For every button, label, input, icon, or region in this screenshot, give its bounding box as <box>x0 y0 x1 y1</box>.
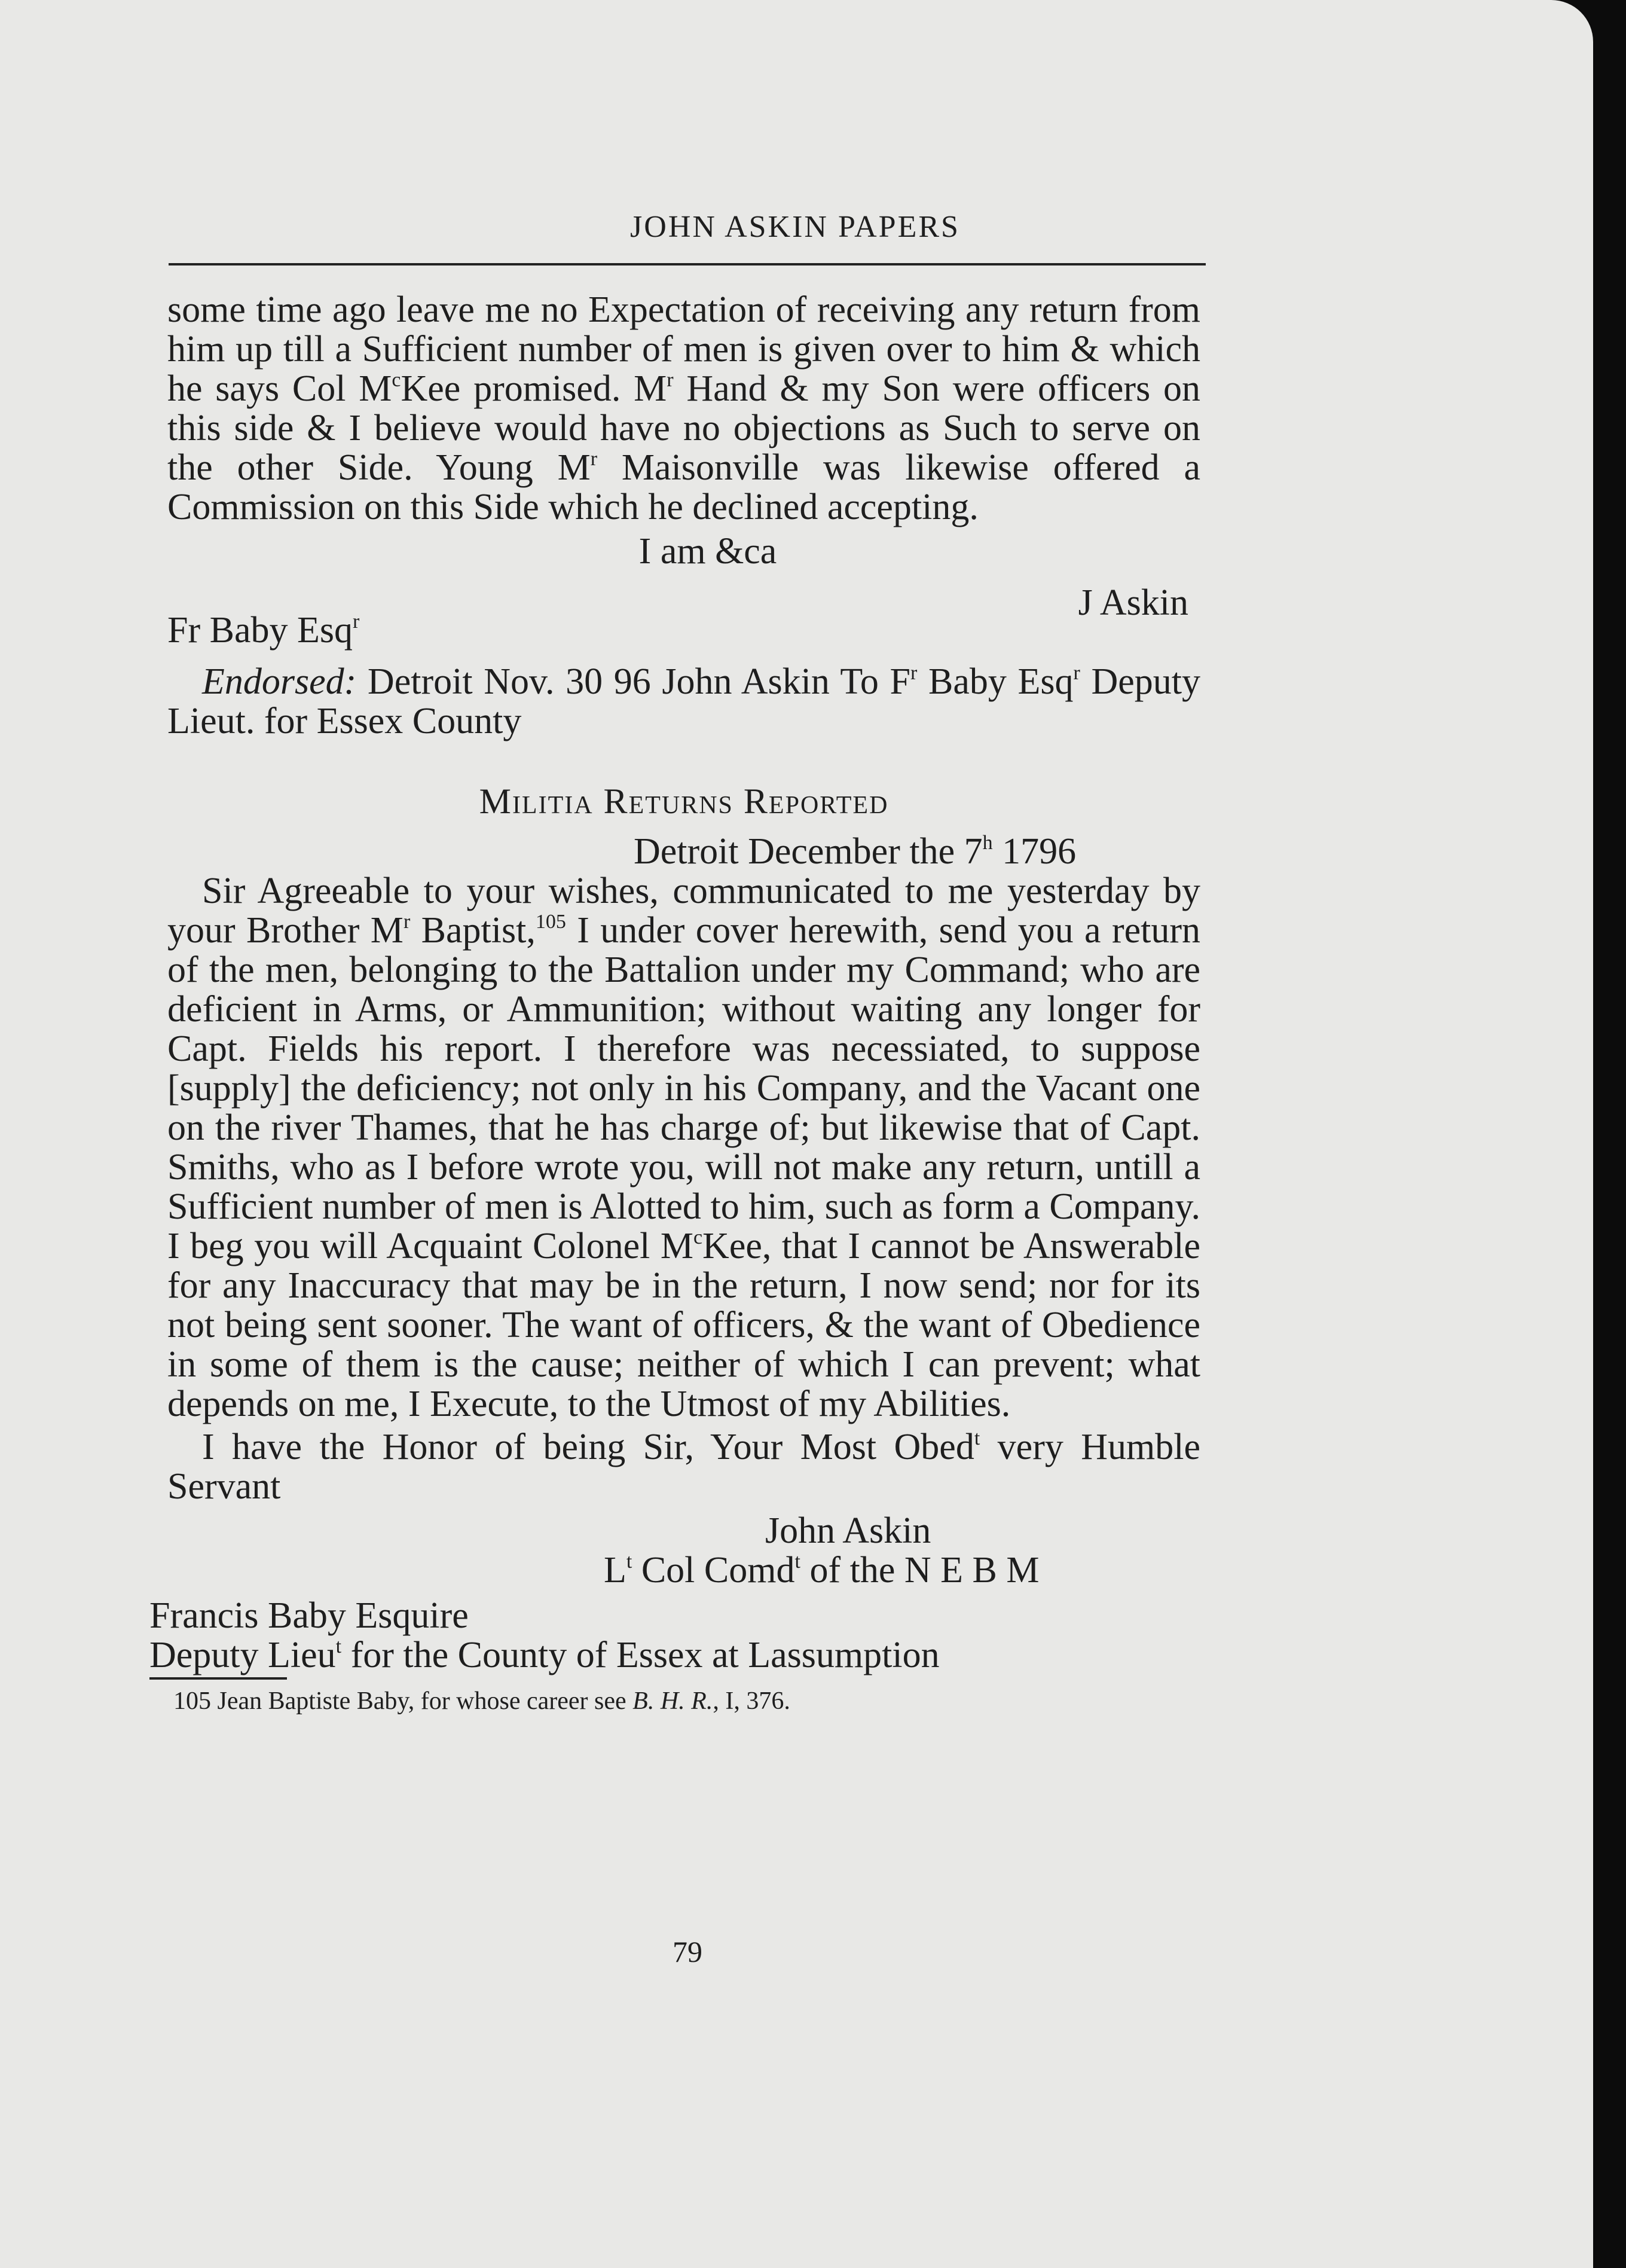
text-run: Sir Agreeable to your wishes, communicated to me yesterday by your Brother M <box>167 871 1200 951</box>
superscript: r <box>353 611 360 633</box>
text-run: L <box>604 1550 626 1591</box>
text-run: Baby Esq <box>917 661 1074 702</box>
letter2-closing <box>167 1427 1200 1506</box>
letter2-addressee: Francis Baby Esquire <box>149 1595 469 1636</box>
superscript: t <box>626 1550 632 1573</box>
text-run: Jean Baptiste Baby, for whose career see <box>211 1687 633 1715</box>
letter2-date <box>167 832 1200 871</box>
header-rule <box>169 263 1206 265</box>
text-run: , I, 376. <box>713 1687 790 1715</box>
footnote-number: 105 <box>173 1687 211 1715</box>
letter1-endorsement <box>167 662 1200 741</box>
superscript: r <box>910 662 918 684</box>
letter1-signature: J Askin <box>1078 582 1188 623</box>
letter2-address-line <box>149 1635 1200 1675</box>
text-run: for the County of Essex at Lassumption <box>341 1635 940 1675</box>
letter2-title <box>167 1550 1200 1590</box>
citation-italic: B. H. R. <box>632 1687 713 1715</box>
text-run: very Humble Servant <box>167 1427 1200 1507</box>
text-run: I have the Honor of being Sir, Your Most Obed <box>202 1427 974 1467</box>
text-run: Col Comd <box>632 1550 795 1591</box>
text-run: some time ago leave me no Expectation of receiving any return from him up till a Sufficient number of men is given over to him & which he says Col M <box>167 289 1200 409</box>
superscript: t <box>794 1550 800 1573</box>
text-run: I under cover herewith, send you a return of the men, belonging to the Battalion under my Command; who are deficient in Arms, or Ammunition; without waiting any longer for Capt. Fields his report. I therefore was necessiated, to suppose [supply] the deficiency; not only in his Company, and the Vacant one on the river Thames, that he has charge of; but likewise that of Capt. Smiths, who as I before wrote you, will not make any return, untill a Sufficient number of men is Alotted to him, such as form a Company. I beg you will Acquaint Colonel M <box>167 910 1200 1266</box>
superscript: t <box>335 1635 342 1657</box>
text-run: Deputy Lieu <box>149 1635 336 1675</box>
text-run: Detroit Nov. 30 96 John Askin To F <box>356 661 911 702</box>
footnote <box>167 1684 1200 1718</box>
running-head: JOHN ASKIN PAPERS <box>630 210 960 244</box>
superscript: r <box>667 369 674 391</box>
text-run: Maisonville was likewise offered a Commission on this Side which he declined accepting. <box>167 447 1201 527</box>
footnote-rule <box>149 1677 287 1680</box>
text-run: of the N E B M <box>800 1550 1040 1591</box>
page-number: 79 <box>673 1935 702 1968</box>
superscript: r <box>403 911 411 933</box>
text-run: Kee promised. M <box>401 368 667 409</box>
superscript: r <box>1073 662 1080 684</box>
text-run: 1796 <box>992 831 1077 872</box>
text-run: Kee, that I cannot be Answerable for any Inaccuracy that may be in the return, I now send; nor for its not being sent sooner. The want of officers, & the want of Obedience in some of them is the cause; neither of which I can prevent; what depends on me, I Execute, to the Utmost of my Abilities. <box>167 1226 1200 1424</box>
letter2-heading: Militia Returns Reported <box>479 782 889 821</box>
text-block <box>149 289 1201 1718</box>
letter2-signature: John Askin <box>765 1510 931 1551</box>
letter1-addressee <box>167 611 1200 650</box>
text-run: Baptist, <box>410 910 536 951</box>
superscript: c <box>392 369 401 391</box>
text-run: Detroit December the 7 <box>634 831 983 872</box>
footnote-reference: 105 <box>535 911 566 933</box>
superscript: r <box>590 448 598 470</box>
superscript: h <box>982 832 993 854</box>
endorsed-label: Endorsed: <box>202 661 357 702</box>
letter1-closing: I am &ca <box>638 531 777 572</box>
letter2-body <box>167 871 1200 1424</box>
text-run: Fr Baby Esq <box>167 610 353 651</box>
text-run: Hand & my Son were officers on this side & I believe would have no objections as Such to serve on the other Side. Young M <box>167 368 1200 488</box>
superscript: t <box>974 1427 980 1449</box>
superscript: c <box>693 1226 703 1249</box>
text-run: Deputy Lieut. for Essex County <box>167 661 1200 741</box>
letter1-paragraph <box>167 290 1200 527</box>
